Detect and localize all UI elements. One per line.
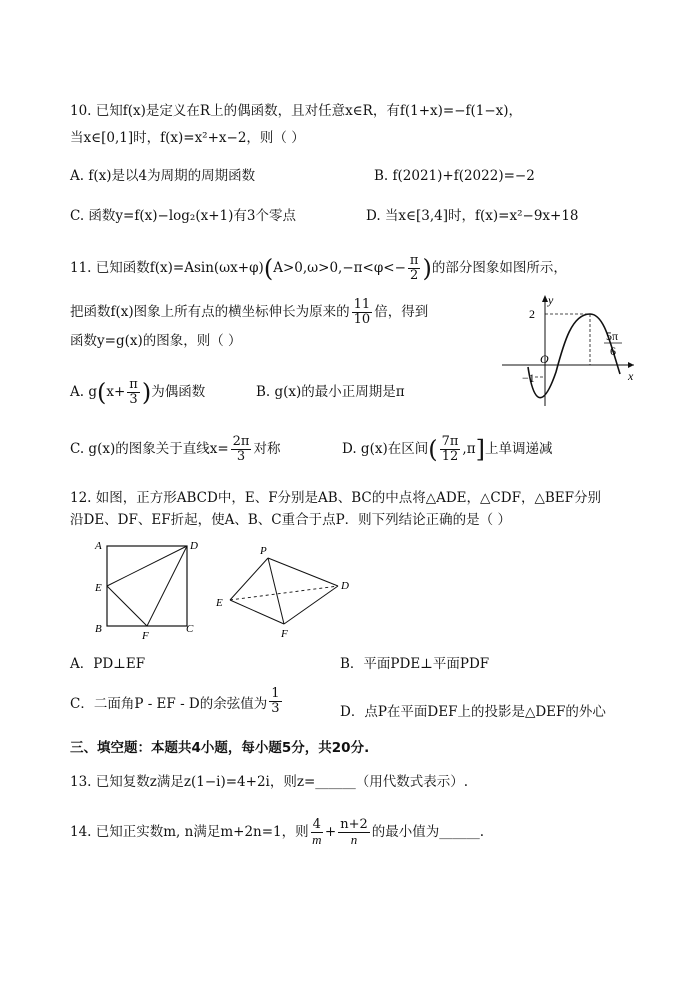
q12-option-d: D．点P在平面DEF上的投影是△DEF的外心 xyxy=(340,704,606,720)
q11-option-b: B. g(x)的最小正周期是π xyxy=(256,384,405,400)
q14-stem: 14. 已知正实数m, n满足m+2n=1，则 $\frac{4}{m}$ + $\frac{n+2}{n}$ 的最小值为______. xyxy=(70,817,485,847)
q10-stem-line1: 10. 已知f(x)是定义在R上的偶函数，且对任意x∈R，有f(1+x)=−f(1−x)， xyxy=(70,103,523,119)
q12-stem-line1: 12. 如图，正方形ABCD中，E、F分别是AB、BC的中点将△ADE，△CDF，△BEF分别 xyxy=(70,490,601,506)
q12-tetrahedron-figure xyxy=(212,540,357,640)
q11-stretch-factor: $\frac{11}{10}$ xyxy=(353,297,371,327)
q11-option-d: D. g(x)在区间( $\frac{7\pi}{12}$ ,π]上单调递减 xyxy=(342,434,553,464)
q11-condition: A>0,ω>0,−π<φ<− xyxy=(273,260,406,276)
graph-x-tick-den: 6 xyxy=(610,344,616,358)
graph-x-label: x xyxy=(628,369,634,383)
label-a: A xyxy=(95,540,102,552)
q11-stem-line3: 函数y=g(x)的图象，则（ ） xyxy=(70,333,242,349)
q11-sine-graph xyxy=(500,292,640,410)
graph-y-label: y xyxy=(548,293,554,307)
q13-stem: 13. 已知复数z满足z(1−i)=4+2i，则z=______（用代数式表示）. xyxy=(70,774,469,790)
label-b: B xyxy=(95,623,102,635)
label-f: F xyxy=(142,630,149,642)
label-f2: F xyxy=(281,628,288,640)
label-d: D xyxy=(190,540,198,552)
label-e2: E xyxy=(216,597,223,609)
q11-stem-line1: 11. 已知函数f(x)=Asin(ωx+φ)(A>0,ω>0,−π<φ<− $\frac{\pi}{2}$ )的部分图象如图所示， xyxy=(70,253,567,283)
q11-stem-line2: 把函数f(x)图象上所有点的横坐标伸长为原来的 $\frac{11}{10}$ 倍，得到 xyxy=(70,297,429,327)
q12-square-figure xyxy=(90,536,205,644)
q10-option-b: B. f(2021)+f(2022)=−2 xyxy=(374,168,535,184)
q10-stem-line2: 当x∈[0,1]时，f(x)=x²+x−2，则（ ） xyxy=(70,130,305,146)
graph-max-label: 2 xyxy=(529,307,535,321)
q11-condition-frac: $\frac{\pi}{2}$ xyxy=(409,253,419,283)
label-d2: D xyxy=(341,580,349,592)
q10-option-c: C. 函数y=f(x)−log₂(x+1)有3个零点 xyxy=(70,208,296,224)
q11-option-c: C. g(x)的图象关于直线x= $\frac{2\pi}{3}$ 对称 xyxy=(70,434,281,464)
q10-option-a: A. f(x)是以4为周期的周期函数 xyxy=(70,168,256,184)
q12-option-c: C．二面角P - EF - D的余弦值为 $\frac{1}{3}$ xyxy=(70,686,280,716)
graph-origin: O xyxy=(540,352,549,366)
q10-option-d: D. 当x∈[3,4]时，f(x)=x²−9x+18 xyxy=(366,208,579,224)
q11-option-a: A. g(x+ $\frac{\pi}{3}$ )为偶函数 xyxy=(70,377,206,407)
q12-option-a: A．PD⊥EF xyxy=(70,656,146,672)
q12-option-b: B．平面PDE⊥平面PDF xyxy=(340,656,490,672)
square-abcd xyxy=(107,546,187,626)
graph-min-label: −1 xyxy=(522,371,535,385)
x-axis-arrow-icon xyxy=(628,362,634,368)
q12-stem-line2: 沿DE、DF、EF折起，使A、B、C重合于点P．则下列结论正确的是（ ） xyxy=(70,512,511,528)
q11-stem-line1-b: 的部分图象如图所示， xyxy=(431,260,567,276)
label-e: E xyxy=(95,582,102,594)
q11-stem-line1-a: 11. 已知函数f(x)=Asin(ωx+φ) xyxy=(70,260,264,276)
label-c: C xyxy=(186,623,194,635)
section-3-heading: 三、填空题：本题共4小题，每小题5分，共20分. xyxy=(70,740,370,756)
graph-x-tick-num: 5π xyxy=(606,329,619,343)
label-p: P xyxy=(260,545,267,557)
